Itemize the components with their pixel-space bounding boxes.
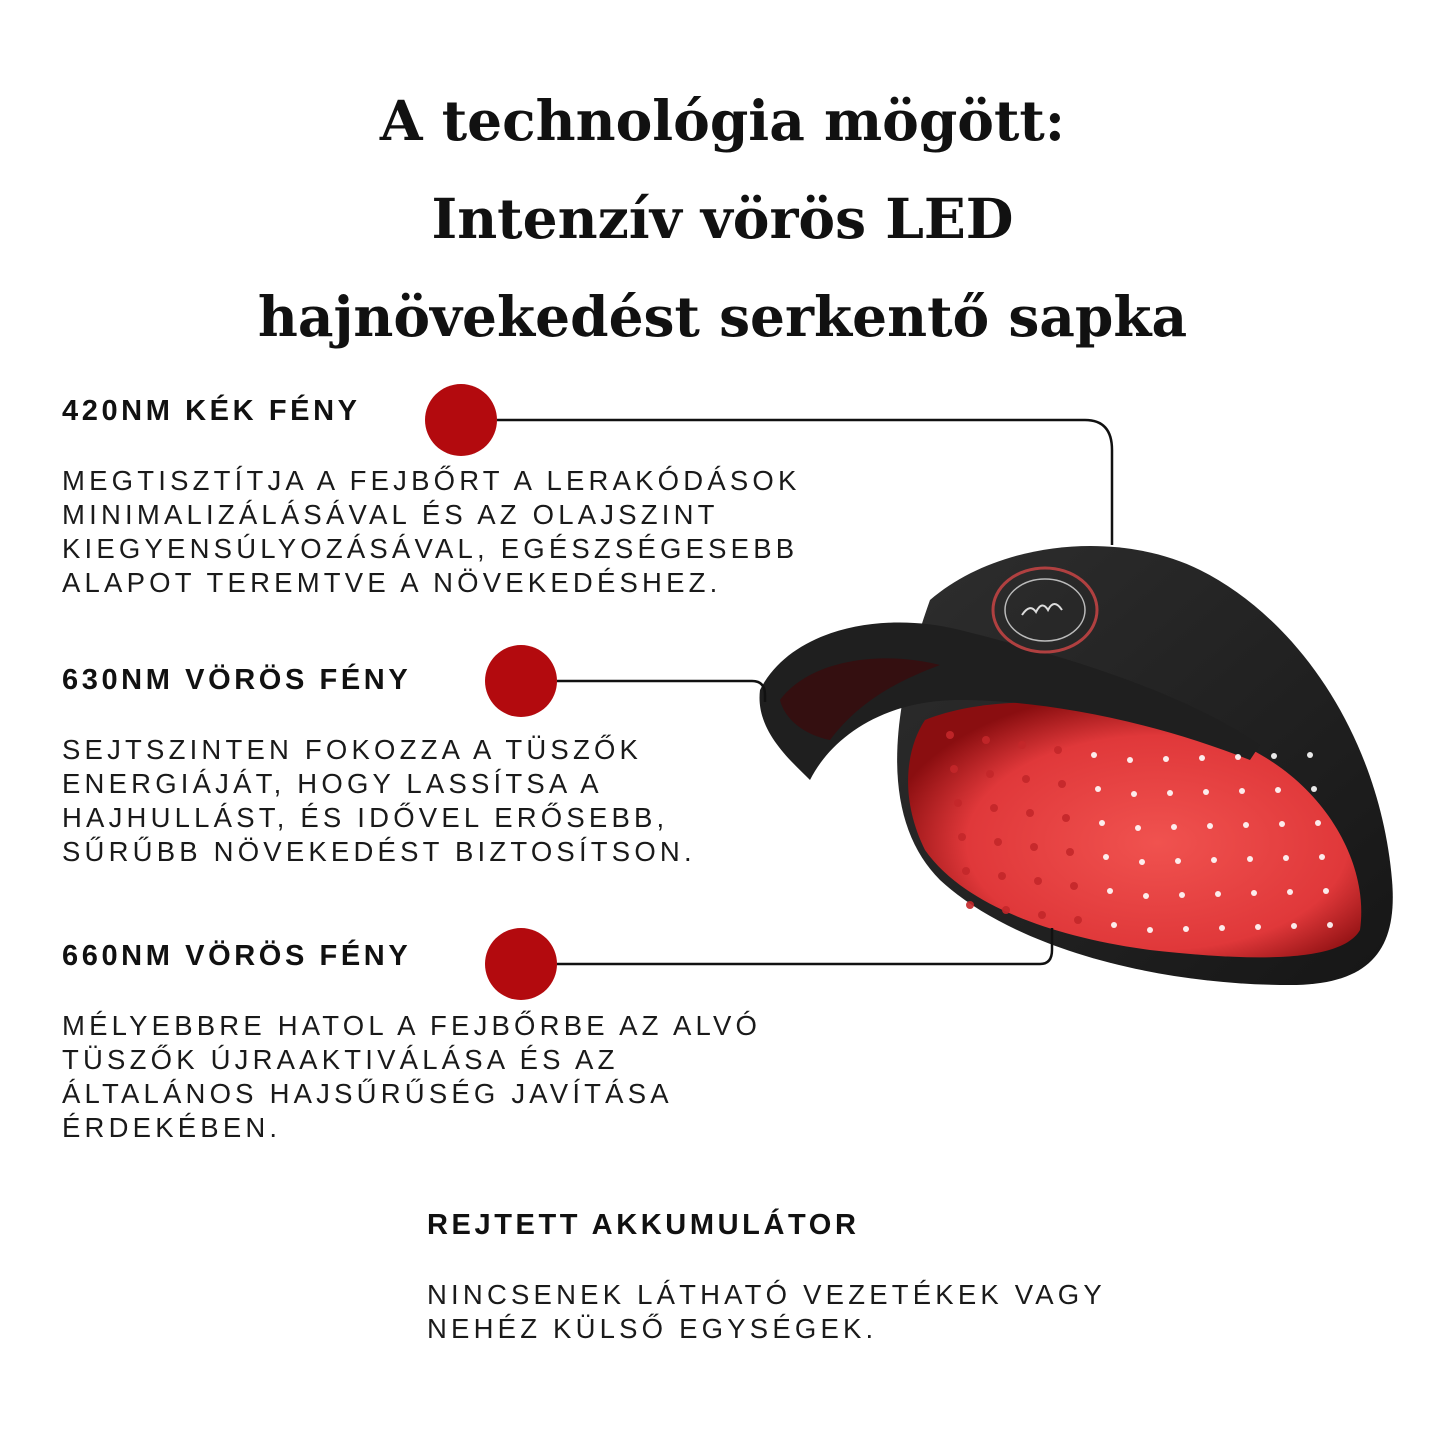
led-dot (1163, 756, 1169, 762)
led-dot (1271, 753, 1277, 759)
feature-body-630nm (62, 733, 696, 869)
led-dot (958, 833, 966, 841)
led-dot (1171, 824, 1177, 830)
connector-line-660nm (557, 928, 1052, 964)
title-line: Intenzív vörös LED (431, 186, 1014, 251)
led-dot (1107, 888, 1113, 894)
led-dot (1111, 922, 1117, 928)
body-line: MÉLYEBBRE HATOL A FEJBŐRBE AZ ALVÓ (62, 1010, 762, 1041)
body-line: SEJTSZINTEN FOKOZZA A TÜSZŐK (62, 734, 643, 765)
led-dot (1203, 789, 1209, 795)
body-line: TÜSZŐK ÚJRAAKTIVÁLÁSA ÉS AZ (62, 1044, 619, 1075)
feature-body-420nm (62, 464, 801, 600)
dot-marker-660nm (485, 928, 557, 1000)
body-line: NEHÉZ KÜLSŐ EGYSÉGEK. (427, 1313, 878, 1344)
led-dot (1030, 843, 1038, 851)
led-dot (1287, 889, 1293, 895)
body-line: MEGTISZTÍTJA A FEJBŐRT A LERAKÓDÁSOK (62, 465, 801, 496)
led-dot (994, 838, 1002, 846)
led-dot (1307, 752, 1313, 758)
led-dot (1127, 757, 1133, 763)
led-dot (1315, 820, 1321, 826)
led-dot (1243, 822, 1249, 828)
body-line: MINIMALIZÁLÁSÁVAL ÉS AZ OLAJSZINT (62, 499, 719, 530)
led-dot (1143, 893, 1149, 899)
led-dot (1062, 814, 1070, 822)
led-dot (1247, 856, 1253, 862)
title-line: hajnövekedést serkentő sapka (257, 284, 1188, 349)
led-dot (1311, 786, 1317, 792)
led-dot (1167, 790, 1173, 796)
led-dot (1179, 892, 1185, 898)
led-dot (1099, 820, 1105, 826)
led-dot (1066, 848, 1074, 856)
led-dot (966, 901, 974, 909)
led-dot (1251, 890, 1257, 896)
led-dot (1183, 926, 1189, 932)
led-dot (1235, 754, 1241, 760)
led-dot (1279, 821, 1285, 827)
feature-heading-battery: REJTETT AKKUMULÁTOR (427, 1209, 860, 1241)
body-line: HAJHULLÁST, ÉS IDŐVEL ERŐSEBB, (62, 802, 669, 833)
body-line: NINCSENEK LÁTHATÓ VEZETÉKEK VAGY (427, 1279, 1106, 1310)
led-dot (986, 770, 994, 778)
led-dot (1215, 891, 1221, 897)
led-dot (1211, 857, 1217, 863)
led-dot (1002, 906, 1010, 914)
led-dot (1199, 755, 1205, 761)
led-dot (950, 765, 958, 773)
led-dot (1327, 922, 1333, 928)
feature-body-660nm (62, 1009, 761, 1145)
body-line: ÉRDEKÉBEN. (62, 1112, 282, 1143)
dot-marker-630nm (485, 645, 557, 717)
led-dot (1018, 741, 1026, 749)
led-dot (1038, 911, 1046, 919)
feature-heading-630nm: 630NM VÖRÖS FÉNY (62, 664, 412, 696)
led-dot (1058, 780, 1066, 788)
led-dot (982, 736, 990, 744)
dot-marker-420nm (425, 384, 497, 456)
connector-line-630nm (557, 681, 765, 702)
led-dot (1323, 888, 1329, 894)
led-dot (990, 804, 998, 812)
title-line: A technológia mögött: (379, 88, 1066, 153)
body-line: KIEGYENSÚLYOZÁSÁVAL, EGÉSZSÉGESEBB (62, 533, 799, 564)
led-dot (1103, 854, 1109, 860)
led-dot (1074, 916, 1082, 924)
feature-body-battery (427, 1278, 1106, 1346)
body-line: ÁLTALÁNOS HAJSŰRŰSÉG JAVÍTÁSA (62, 1078, 673, 1109)
led-dot (954, 799, 962, 807)
led-dot (1175, 858, 1181, 864)
led-dot (1034, 877, 1042, 885)
led-dot (1219, 925, 1225, 931)
feature-heading-660nm: 660NM VÖRÖS FÉNY (62, 940, 412, 972)
led-dot (1291, 923, 1297, 929)
body-line: ENERGIÁJÁT, HOGY LASSÍTSA A (62, 768, 603, 799)
led-dot (962, 867, 970, 875)
led-dot (1255, 924, 1261, 930)
feature-heading-420nm: 420NM KÉK FÉNY (62, 395, 361, 427)
body-line: ALAPOT TEREMTVE A NÖVEKEDÉSHEZ. (62, 567, 722, 598)
led-dot (1070, 882, 1078, 890)
led-dot (1135, 825, 1141, 831)
led-dot (1275, 787, 1281, 793)
led-dot (1239, 788, 1245, 794)
led-dot (1054, 746, 1062, 754)
led-dot (1091, 752, 1097, 758)
led-dot (1026, 809, 1034, 817)
led-dot (1022, 775, 1030, 783)
led-dot (1207, 823, 1213, 829)
led-dot (1319, 854, 1325, 860)
led-dot (1139, 859, 1145, 865)
led-dot (1131, 791, 1137, 797)
body-line: SŰRŰBB NÖVEKEDÉST BIZTOSÍTSON. (62, 836, 696, 867)
led-dot (1147, 927, 1153, 933)
led-dot (998, 872, 1006, 880)
led-dot (1283, 855, 1289, 861)
led-dot (946, 731, 954, 739)
led-dot (1095, 786, 1101, 792)
